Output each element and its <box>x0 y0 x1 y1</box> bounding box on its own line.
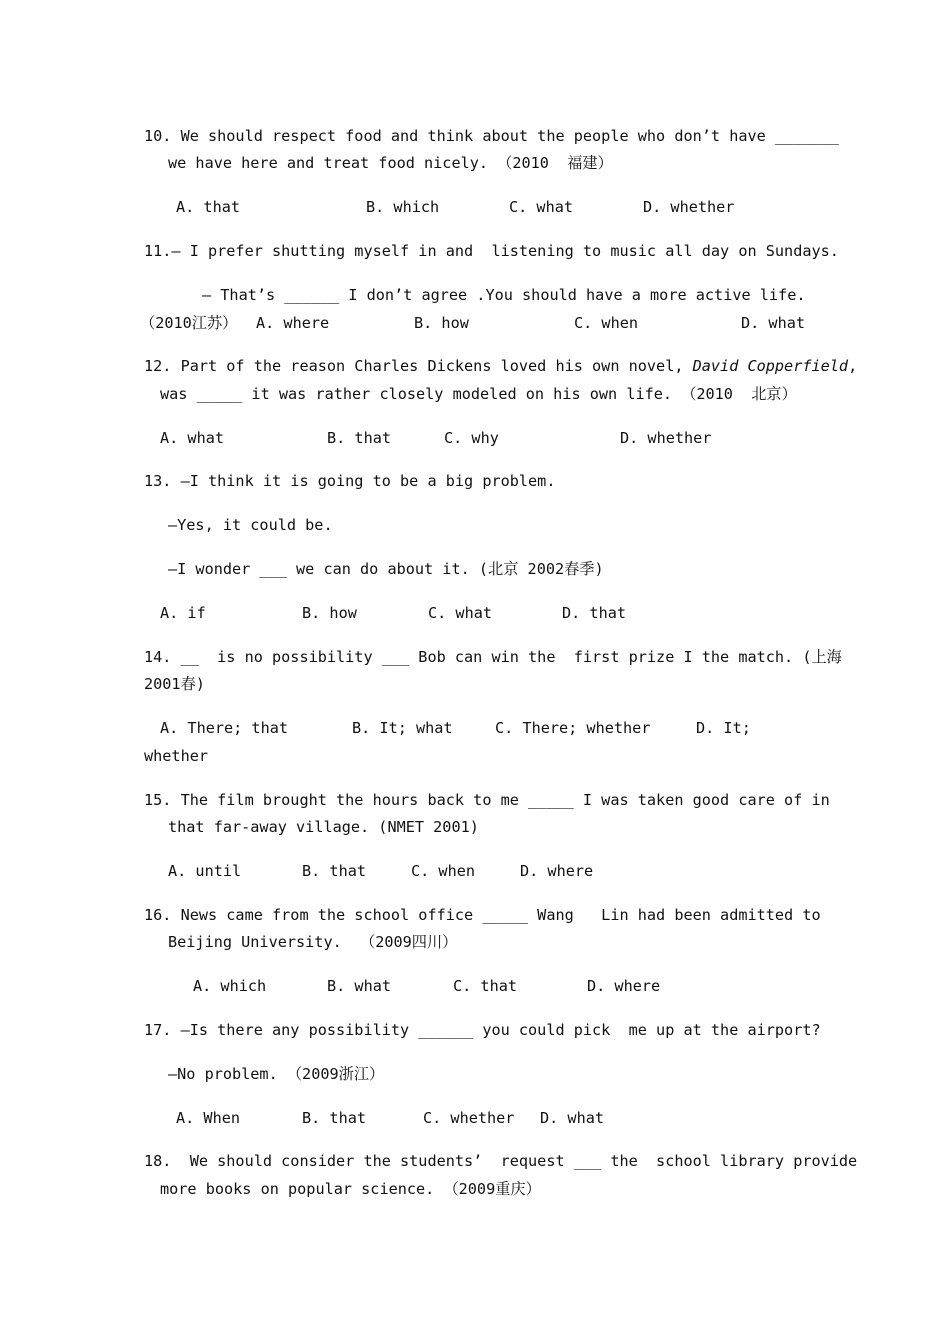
q16-option-b: B. what <box>327 977 392 995</box>
q16-option-a: A. which <box>193 977 267 995</box>
q11-option-b: B. how <box>414 314 469 332</box>
q17-stem-line1: 17. —Is there any possibility ______ you could pick me up at the airport? <box>144 1021 821 1039</box>
q10-stem-line2: we have here and treat food nicely. （2010 福建） <box>168 154 613 172</box>
q13-stem-line1: 13. —I think it is going to be a big problem. <box>144 472 556 490</box>
q13-option-c: C. what <box>428 604 493 622</box>
q15-option-a: A. until <box>168 862 242 880</box>
q15-option-b: B. that <box>302 862 367 880</box>
q11-stem-line1: 11.— I prefer shutting myself in and listening to music all day on Sundays. <box>144 242 839 260</box>
q12-option-c: C. why <box>444 429 499 447</box>
q15-option-c: C. when <box>411 862 476 880</box>
q18-stem-line1: 18. We should consider the students’ request ___ the school library provide <box>144 1152 858 1170</box>
q11-option-d: D. what <box>741 314 806 332</box>
q11-option-c: C. when <box>574 314 639 332</box>
q10-option-a: A. that <box>176 198 241 216</box>
q17-option-c: C. whether <box>423 1109 515 1127</box>
q15-option-d: D. where <box>520 862 594 880</box>
q16-stem-line1: 16. News came from the school office _____ Wang Lin had been admitted to <box>144 906 821 924</box>
q12-stem-line2: was _____ it was rather closely modeled on his own life. （2010 北京） <box>160 385 797 403</box>
q16-option-c: C. that <box>453 977 518 995</box>
q11-stem-line2: — That’s ______ I don’t agree .You should have a more active life. <box>202 286 806 304</box>
q14-option-a: A. There; that <box>160 719 289 737</box>
q12-novel-title: David Copperfield <box>692 357 849 375</box>
q12-comma: , <box>848 357 858 375</box>
q13-stem-line3: —I wonder ___ we can do about it. (北京 2002春季) <box>168 560 604 578</box>
q12-stem-line1 <box>144 356 857 376</box>
q12-stem-text: 12. Part of the reason Charles Dickens loved his own novel, <box>144 357 693 375</box>
q17-stem-line2: —No problem. （2009浙江） <box>168 1065 385 1083</box>
q10-option-c: C. what <box>509 198 574 216</box>
q14-stem-line1: 14. __ is no possibility ___ Bob can win the first prize I the match. (上海 <box>144 648 842 666</box>
q13-option-b: B. how <box>302 604 357 622</box>
q17-option-a: A. When <box>176 1109 241 1127</box>
q10-option-d: D. whether <box>643 198 735 216</box>
q11-source: （2010江苏） <box>140 314 238 332</box>
q15-stem-line1: 15. The film brought the hours back to me _____ I was taken good care of in <box>144 791 830 809</box>
q15-stem-line2: that far-away village. (NMET 2001) <box>168 818 479 836</box>
q13-option-d: D. that <box>562 604 627 622</box>
q13-stem-line2: —Yes, it could be. <box>168 516 333 534</box>
q11-option-a: A. where <box>256 314 330 332</box>
q12-option-b: B. that <box>327 429 392 447</box>
q12-option-a: A. what <box>160 429 225 447</box>
q17-option-b: B. that <box>302 1109 367 1127</box>
q16-stem-line2: Beijing University. （2009四川） <box>168 933 458 951</box>
q16-option-d: D. where <box>587 977 661 995</box>
q14-option-b: B. It; what <box>352 719 453 737</box>
q13-option-a: A. if <box>160 604 206 622</box>
q14-stem-line2: 2001春) <box>144 675 205 693</box>
q10-stem-line1: 10. We should respect food and think about the people who don’t have _______ <box>144 127 839 145</box>
q14-option-d-continued: whether <box>144 747 209 765</box>
q17-option-d: D. what <box>540 1109 605 1127</box>
q14-option-c: C. There; whether <box>495 719 651 737</box>
q18-stem-line2: more books on popular science. （2009重庆） <box>160 1180 541 1198</box>
q10-option-b: B. which <box>366 198 440 216</box>
q12-option-d: D. whether <box>620 429 712 447</box>
q14-option-d: D. It; <box>696 719 751 737</box>
